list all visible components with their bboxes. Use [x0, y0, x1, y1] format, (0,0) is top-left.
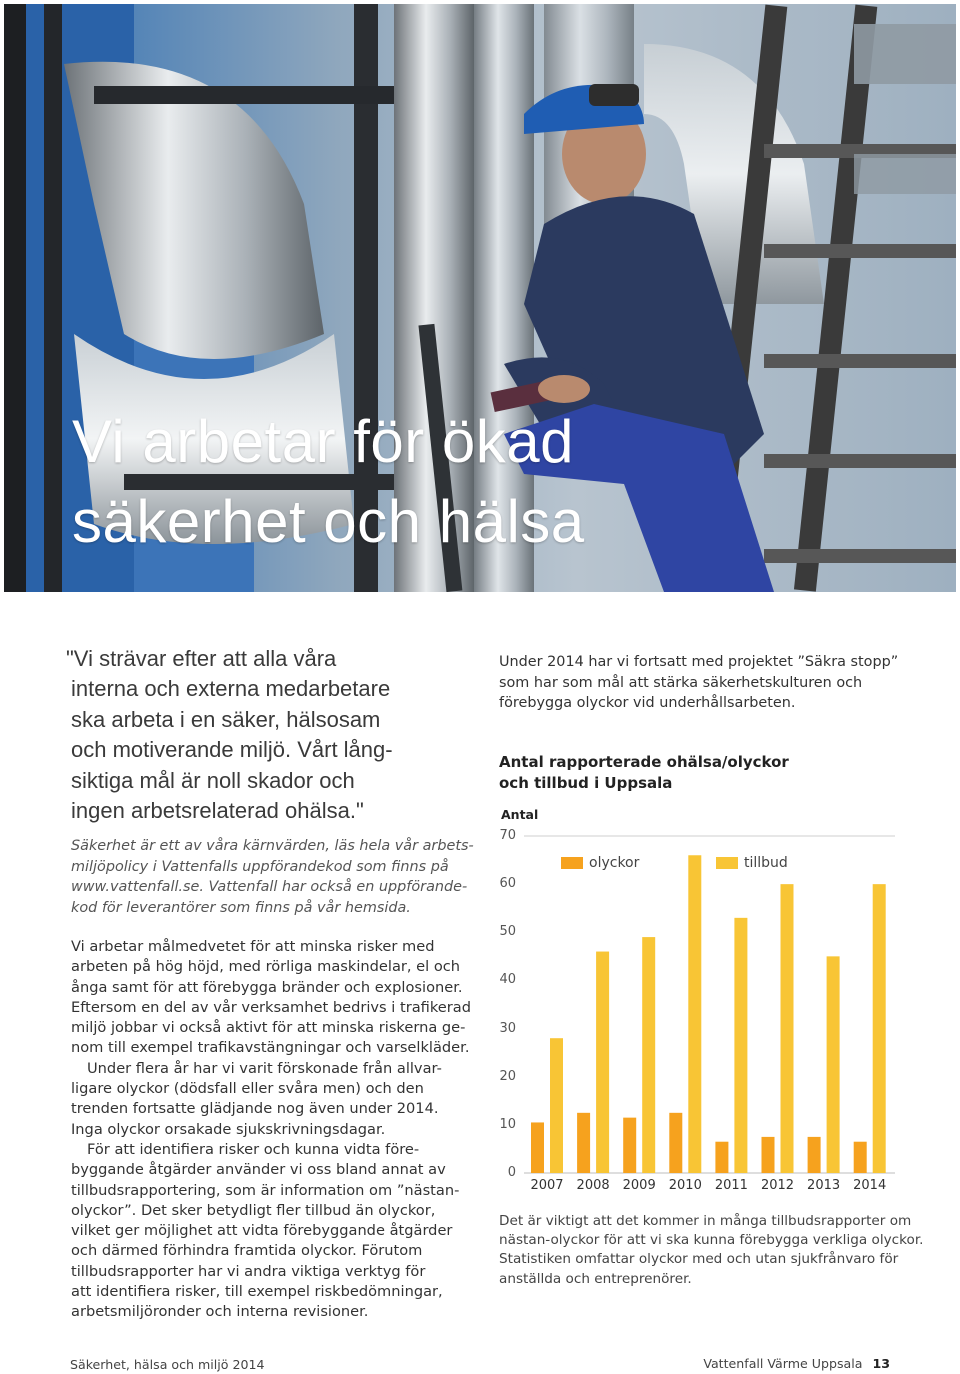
bar-olyckor-2009: [623, 1118, 636, 1173]
x-tick-label: 2007: [530, 1178, 564, 1193]
chart-caption: [499, 1212, 924, 1289]
page-title-line-1: Vi arbetar för ökad: [72, 408, 575, 475]
x-tick-label: 2010: [668, 1178, 702, 1193]
body-line: vilket ger möjlighet att vidta förebyggande åtgärder: [71, 1222, 453, 1240]
body-line: arbetsmiljöronder och interna revisioner.: [71, 1303, 369, 1321]
caption-line: Statistiken omfattar olyckor med och utan sjukfrånvaro för: [499, 1251, 899, 1268]
footer-report-title: Säkerhet, hälsa och miljö 2014: [70, 1357, 265, 1372]
bar-olyckor-2007: [531, 1122, 544, 1173]
quote-line: och motiverande miljö. Vårt lång-: [71, 737, 393, 763]
chart-title-line-1: Antal rapporterade ohälsa/olyckor: [499, 753, 789, 771]
body-line: tillbudsrapporter har vi andra viktiga verktyg för: [71, 1262, 426, 1280]
body-line: trenden fortsatte glädjande nog även under 2014.: [71, 1100, 439, 1118]
bar-tillbud-2012: [781, 884, 794, 1173]
bar-tillbud-2008: [596, 952, 609, 1173]
body-line: Eftersom en del av vår verksamhet bedrivs i trafikerad: [71, 998, 471, 1016]
bar-olyckor-2010: [669, 1113, 682, 1173]
note-line: miljöpolicy i Vattenfalls uppförandekod som finns på: [71, 858, 449, 875]
page-title: [72, 402, 585, 562]
bar-tillbud-2011: [734, 918, 747, 1173]
intro-line: som har som mål att stärka säkerhetskulturen och: [499, 674, 863, 691]
x-tick-label: 2014: [853, 1178, 887, 1193]
bar-tillbud-2009: [642, 937, 655, 1173]
bar-olyckor-2008: [577, 1113, 590, 1173]
y-tick-label: 70: [499, 828, 516, 843]
chart-title-line-2: och tillbud i Uppsala: [499, 774, 673, 792]
body-line: ligare olyckor (dödsfall eller svåra men) och den: [71, 1080, 424, 1098]
bar-olyckor-2013: [808, 1137, 821, 1173]
body-text-left: [71, 937, 471, 1323]
body-line: nom till exempel trafikavstängningar och varselkläder.: [71, 1039, 470, 1057]
body-line: Under flera år har vi varit förskonade från allvar-: [87, 1059, 442, 1077]
quote-line: siktiga mål är noll skador och: [71, 767, 355, 793]
body-line: och därmed förhindra framtida olyckor. Förutom: [71, 1242, 423, 1260]
x-tick-label: 2013: [807, 1178, 841, 1193]
y-tick-label: 50: [499, 924, 516, 940]
y-tick-label: 40: [499, 972, 516, 988]
body-line: ånga samt för att förebygga bränder och explosioner.: [71, 978, 463, 996]
y-tick-label: 0: [507, 1165, 516, 1180]
body-line: För att identifiera risker och kunna vidta före-: [87, 1140, 420, 1158]
page-title-line-2: säkerhet och hälsa: [72, 488, 585, 555]
y-tick-label: 10: [499, 1116, 516, 1132]
body-line: miljö jobbar vi också aktivt för att minska riskerna ge-: [71, 1019, 466, 1037]
note-line: www.vattenfall.se. Vattenfall har också en uppförande-: [71, 879, 468, 896]
y-tick-label: 20: [499, 1068, 516, 1084]
x-tick-label: 2012: [760, 1178, 795, 1193]
x-tick-label: 2008: [576, 1178, 610, 1193]
note-line: Säkerhet är ett av våra kärnvärden, läs hela vår arbets-: [71, 838, 474, 854]
quote-line: ska arbeta i en säker, hälsosam: [71, 706, 381, 732]
body-line: Vi arbetar målmedvetet för att minska risker med: [71, 938, 435, 955]
policy-note: [71, 836, 474, 918]
hero-photo: [4, 4, 956, 592]
legend-label-olyckor: olyckor: [589, 855, 640, 871]
caption-line: Det är viktigt att det kommer in många tillbudsrapporter om: [499, 1213, 912, 1229]
quote-line: "Vi strävar efter att alla våra: [66, 646, 337, 671]
page-number: 13: [872, 1356, 890, 1371]
intro-line: Under 2014 har vi fortsatt med projektet ”Säkra stopp”: [499, 654, 899, 670]
body-line: olyckor”. Det sker betydligt fler tillbud än olyckor,: [71, 1201, 436, 1219]
legend-swatch-olyckor: [561, 857, 583, 869]
body-line: byggande åtgärder använder vi oss bland annat av: [71, 1161, 446, 1179]
caption-line: anställda och entreprenörer.: [499, 1270, 692, 1287]
bar-olyckor-2014: [854, 1142, 867, 1173]
bar-olyckor-2011: [715, 1142, 728, 1173]
y-axis-label: Antal: [501, 807, 539, 822]
legend-item-tillbud: [716, 855, 788, 871]
bar-tillbud-2013: [827, 956, 840, 1173]
footer-publisher-name: Vattenfall Värme Uppsala: [703, 1356, 863, 1371]
legend-item-olyckor: [561, 855, 639, 871]
footer-publisher: [703, 1356, 890, 1371]
legend-label-tillbud: tillbud: [744, 855, 788, 871]
bar-tillbud-2014: [873, 884, 886, 1173]
quote-line: interna och externa medarbetare: [71, 676, 391, 702]
y-tick-label: 30: [499, 1020, 516, 1036]
quote-line: ingen arbetsrelaterad ohälsa.": [71, 798, 364, 824]
bar-tillbud-2010: [688, 855, 701, 1173]
body-line: Inga olyckor orsakade sjukskrivningsdagar.: [71, 1120, 386, 1138]
body-line: att identifiera risker, till exempel riskbedömningar,: [71, 1283, 443, 1301]
y-tick-label: 60: [499, 876, 516, 892]
bar-tillbud-2007: [550, 1038, 563, 1173]
note-line: kod för leverantörer som finns på vår hemsida.: [71, 899, 411, 916]
x-tick-label: 2011: [714, 1178, 748, 1193]
pull-quote: [66, 644, 466, 826]
intro-text-right: [499, 652, 919, 714]
body-line: arbeten på hög höjd, med rörliga maskindelar, el och: [71, 958, 461, 976]
caption-line: nästan-olyckor för att vi ska kunna förebygga verkliga olyckor.: [499, 1232, 924, 1249]
chart-title: [499, 752, 789, 794]
legend-swatch-tillbud: [716, 857, 738, 869]
bar-olyckor-2012: [762, 1137, 775, 1173]
body-line: tillbudsrapportering, som är information om ”nästan-: [71, 1181, 460, 1199]
intro-line: förebygga olyckor vid underhållsarbeten.: [499, 695, 796, 712]
x-tick-label: 2009: [622, 1178, 656, 1193]
